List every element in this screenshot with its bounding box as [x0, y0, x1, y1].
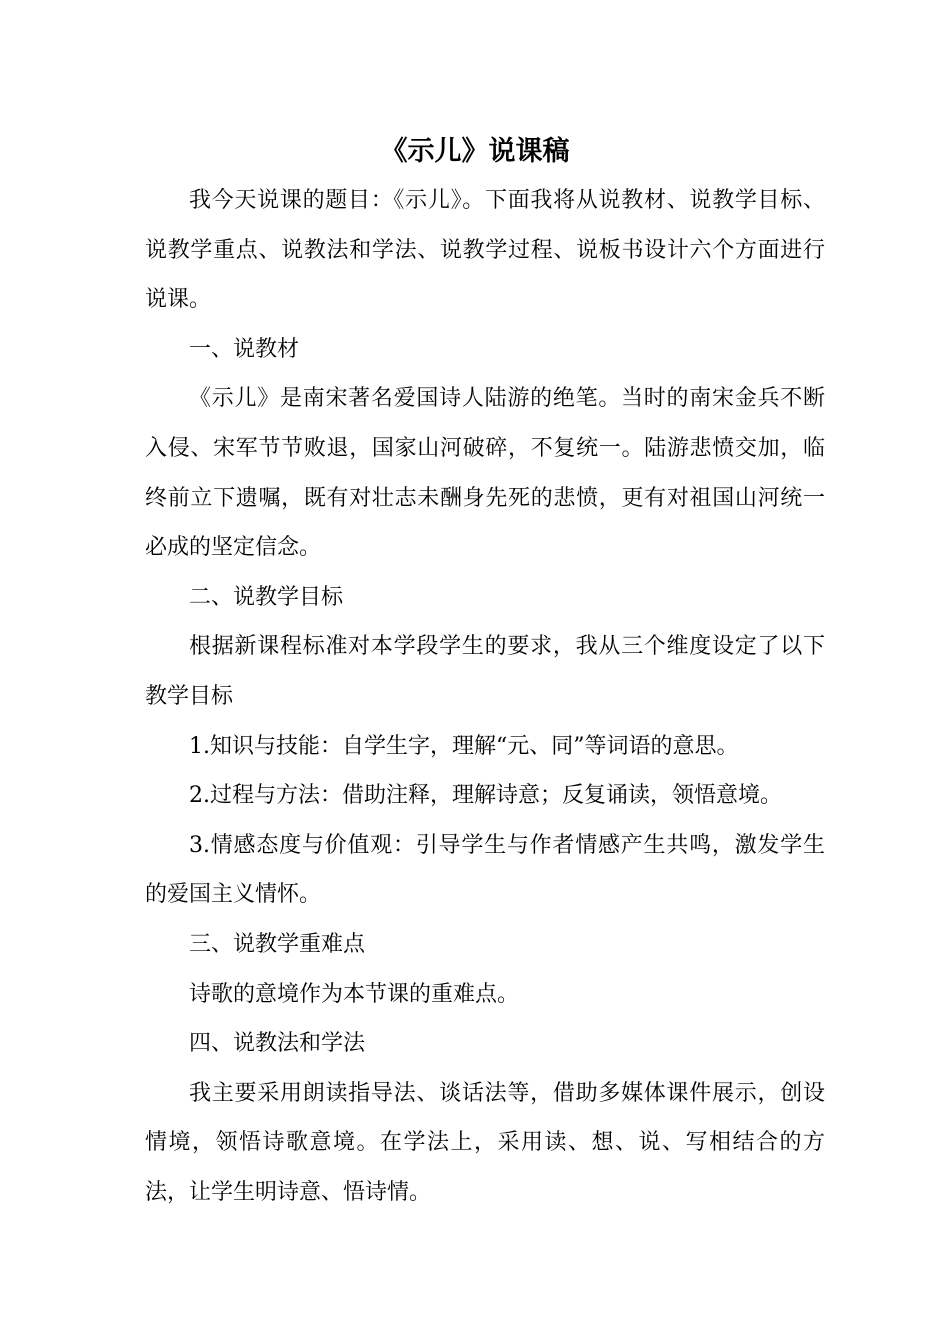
section-heading-methods: 四、说教法和学法 — [189, 1031, 366, 1057]
textbook-paragraph: 《示儿》是南宋著名爱国诗人陆游的绝笔。当时的南宋金兵不断入侵、宋军节节败退，国家山河破碎，不复统一。陆游悲愤交加，临终前立下遗嘱，既有对壮志未酬身先死的悲愤，更有对祖国山河统一必成的坚定信念。 — [145, 386, 825, 561]
objective-item-2: 2.过程与方法：借助注释，理解诗意；反复诵读，领悟意境。 — [189, 783, 782, 809]
key-points-paragraph: 诗歌的意境作为本节课的重难点。 — [189, 981, 520, 1007]
objectives-intro-paragraph: 根据新课程标准对本学段学生的要求，我从三个维度设定了以下教学目标 — [145, 634, 825, 709]
document-body — [145, 176, 825, 1217]
section-heading-objectives: 二、说教学目标 — [189, 584, 344, 610]
objective-item-1: 1.知识与技能：自学生字，理解“元、同”等词语的意思。 — [189, 733, 739, 759]
intro-paragraph: 我今天说课的题目：《示儿》。下面我将从说教材、说教学目标、说教学重点、说教法和学法、说教学过程、说板书设计六个方面进行说课。 — [145, 188, 825, 313]
section-heading-textbook: 一、说教材 — [189, 336, 300, 362]
methods-paragraph: 我主要采用朗读指导法、谈话法等，借助多媒体课件展示，创设情境，领悟诗歌意境。在学法上，采用读、想、说、写相结合的方法，让学生明诗意、悟诗情。 — [145, 1080, 825, 1205]
section-heading-key-points: 三、说教学重难点 — [189, 931, 366, 957]
document-title: 《示儿》说课稿 — [380, 136, 570, 167]
objective-item-3: 3.情感态度与价值观：引导学生与作者情感产生共鸣，激发学生的爱国主义情怀。 — [145, 832, 825, 908]
